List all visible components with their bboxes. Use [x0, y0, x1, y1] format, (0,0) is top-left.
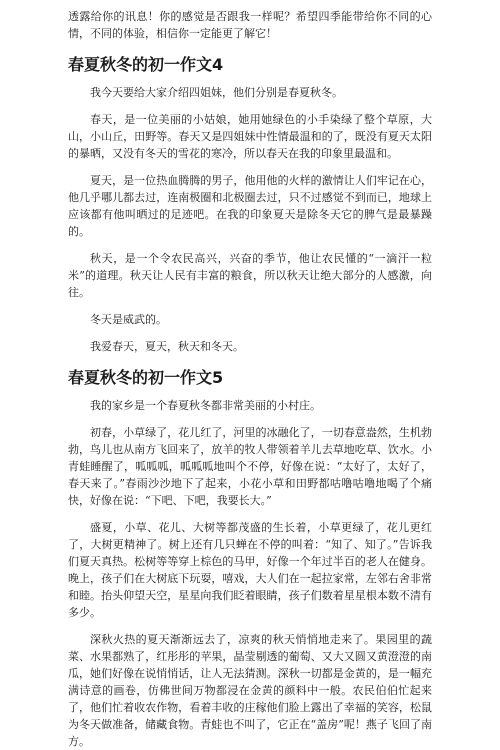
s4-paragraph-1: 我今天要给大家介绍四姐妹，他们分别是春夏秋冬。: [90, 86, 343, 99]
s4-paragraph-3: 夏天，是一位热血腾腾的男子，他用他的火样的激情让人们牢记在心，他几乎哪儿都去过，连南极圈和北极圈去过，只不过感觉不到而已，地球上应该都有他叫晒过的足迹吧。在我的印象夏天是除冬天它的脾气是最暴躁的。: [68, 174, 432, 238]
s4-paragraph-6: 我爱春天，夏天，秋天和冬天。: [90, 340, 244, 353]
s4-paragraph-4: 秋天，是一个令农民高兴，兴奋的季节，他让农民懂的“一滴汗一粒米”的道理。秋天让人民有丰富的粮食，所以秋天让绝大部分的人感激，向往。: [68, 252, 432, 299]
s5-paragraph-4: 深秋火热的夏天渐渐远去了，凉爽的秋天悄悄地走来了。果园里的蔬菜、水果都熟了，红彤彤的苹果，晶莹剔透的葡萄、又大又圆又黄澄澄的南瓜，她们好像在说悄悄话，让人无法猜测。深秋一切都是金黄的，是一幅充满诗意的画卷，仿佛世间万物都浸在金黄的颜料中一般。农民伯伯忙起来了，他们忙着收农作物，看着丰收的庄稼他们脸上露出了幸福的笑容，松鼠为冬天做准备，储藏食物。青蛙也不叫了，它正在“盖房”呢！燕子飞回了南方。: [68, 633, 432, 748]
intro-paragraph: 透露给你的讯息！你的感觉是否跟我一样呢？希望四季能带给你不同的心情，不同的体验，相信你一定能更了解它！: [68, 10, 432, 40]
section-5-title: 春夏秋冬的初一作文5: [68, 368, 224, 387]
section-4-title: 春夏秋冬的初一作文4: [68, 55, 224, 74]
s4-paragraph-5: 冬天是威武的。: [90, 313, 167, 326]
s5-paragraph-3: 盛夏，小草、花儿、大树等都茂盛的生长着，小草更绿了，花儿更红了，大树更精神了。树上还有几只蝉在不停的叫着：“知了、知了。”告诉我们夏天真热。松树等等穿上棕色的马甲，好像一个年过半百的老人在健身。晚上，孩子们在大树底下玩耍，嘻戏，大人们在一起拉家常，左邻右舍非常和睦。抬头仰望天空，星星向我们眨着眼睛，孩子们数着星星根本数不清有多少。: [68, 521, 432, 619]
s4-paragraph-2: 春天，是一位美丽的小姑娘，她用她绿色的小手染绿了整个草原，大山，小山丘，田野等。春天又是四姐妹中性情最温和的了，既没有夏天太阳的暴晒，又没有冬天的雪花的寒冷，所以春天在我的印象里最温和。: [68, 113, 432, 160]
s5-paragraph-2: 初春，小草绿了，花儿红了，河里的冰融化了，一切春意盎然，生机勃勃，鸟儿也从南方飞回来了，放羊的牧人带领着羊儿去草地吃草、饮水。小青蛙睡醒了，呱呱呱，呱呱呱地叫个不停，好像在说：“太好了，太好了，春天来了。”春雨沙沙地下了起来，小花小草和田野都咕噜咕噜地喝了个痛快，好像在说：“下吧、下吧，我要长大。”: [68, 426, 432, 507]
s5-paragraph-1: 我的家乡是一个春夏秋冬都非常美丽的小村庄。: [90, 399, 321, 412]
